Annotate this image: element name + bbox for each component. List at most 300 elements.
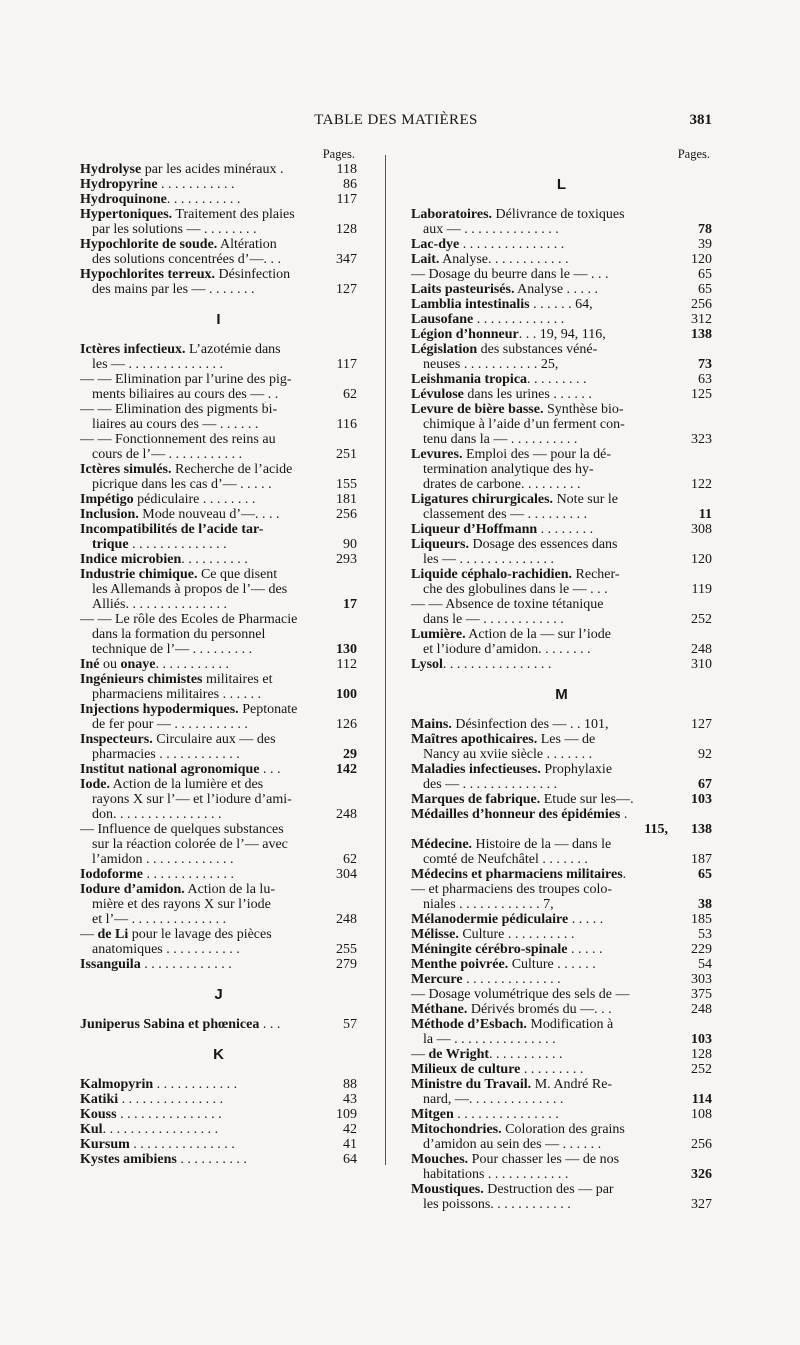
entry-line [411, 852, 712, 867]
entry-text: — — Elimination des pigments bi- [80, 402, 278, 417]
entry-keyword: Maladies infectieuses. [411, 762, 541, 777]
index-entry [411, 567, 712, 597]
entry-line [411, 357, 712, 372]
entry-text: rayons X sur l’— et l’iodure d’ami- [92, 792, 292, 807]
page-reference: 73 [668, 357, 712, 372]
entry-text: . . . . . . . . . . [181, 552, 248, 567]
entry-keyword: Mains. [411, 717, 452, 732]
entry-keyword: Méthode d’Esbach. [411, 1017, 527, 1032]
entry-text: Prophylaxie [540, 762, 613, 777]
entry-text: Culture . . . . . . [508, 957, 596, 972]
page-reference: 92 [668, 747, 712, 762]
entry-keyword: Médecins et pharmaciens militaires [411, 867, 623, 882]
index-entry [80, 162, 357, 177]
index-entry [80, 1092, 357, 1107]
index-entry [80, 402, 357, 432]
entry-line [80, 672, 357, 687]
page-reference: 118 [313, 162, 357, 177]
index-entry [80, 462, 357, 492]
index-entry [80, 342, 357, 372]
page-reference: 326 [668, 1167, 712, 1182]
index-entry [411, 207, 712, 237]
entry-keyword: Levure de bière basse. [411, 402, 544, 417]
entry-keyword: Inspecteurs. [80, 732, 153, 747]
section-spacer [80, 1032, 357, 1047]
entry-line [411, 1062, 712, 1077]
page-reference: 86 [313, 177, 357, 192]
page-reference: 62 [313, 387, 357, 402]
entry-keyword: Ictères simulés. [80, 462, 172, 477]
entry-text: ou [99, 657, 121, 672]
entry-keyword: de Li [97, 927, 129, 942]
entry-keyword: Lumière. [411, 627, 466, 642]
index-entry [80, 1077, 357, 1092]
entry-keyword: Kursum [80, 1137, 130, 1152]
index-entry [411, 282, 712, 297]
entry-line [411, 492, 712, 507]
entry-text: les — . . . . . . . . . . . . . . [92, 357, 224, 372]
index-entry [80, 957, 357, 972]
page-reference: 38 [668, 897, 712, 912]
entry-keyword: Institut national agronomique [80, 762, 260, 777]
page-number: 381 [689, 112, 712, 128]
page-reference: 155 [313, 477, 357, 492]
index-entry [411, 867, 712, 882]
entry-text: pédiculaire . . . . . . . . [133, 492, 256, 507]
section-spacer [80, 328, 357, 342]
index-entry [80, 882, 357, 927]
index-entry [411, 1017, 712, 1047]
entry-line [411, 567, 712, 582]
index-entry [80, 927, 357, 957]
entry-text: . . . . . [567, 942, 603, 957]
entry-line [411, 882, 712, 897]
entry-line [411, 1182, 712, 1197]
entry-keyword: Mélisse. [411, 927, 459, 942]
entry-text: . . . . . . . . . . . . . . . . [442, 657, 552, 672]
entry-line [411, 957, 712, 972]
entry-line [411, 747, 712, 762]
page-reference: 90 [313, 537, 357, 552]
page-reference: 109 [313, 1107, 357, 1122]
entry-text: . . . . . . . . . . . . . . [462, 972, 561, 987]
section-spacer [80, 1063, 357, 1077]
index-entry [411, 792, 712, 807]
entry-line [411, 717, 712, 732]
entry-text: Désinfection [215, 267, 291, 282]
entry-text: . . . . . . . . . . . . . . . [116, 1107, 222, 1122]
index-entry [80, 612, 357, 657]
entry-keyword: trique [92, 537, 129, 552]
entry-keyword: Marques de fabrique. [411, 792, 541, 807]
entry-line [80, 267, 357, 282]
index-entry [80, 552, 357, 567]
entry-keyword: Leishmania tropica [411, 372, 528, 387]
index-entry [411, 1122, 712, 1152]
index-entry [411, 912, 712, 927]
page-reference: 347 [313, 252, 357, 267]
section-spacer [411, 672, 712, 687]
index-entry [80, 867, 357, 882]
entry-line [80, 627, 357, 642]
entry-text: Analyse . . . . . [514, 282, 599, 297]
entry-keyword: Lausofane [411, 312, 474, 327]
page-reference: 128 [313, 222, 357, 237]
entry-text: Mode nouveau d’—. . . . [138, 507, 280, 522]
index-entry [80, 507, 357, 522]
section-spacer [411, 162, 712, 177]
entry-text: nard, —. . . . . . . . . . . . . . [423, 1092, 564, 1107]
entry-text: cours de l’— . . . . . . . . . . . [92, 447, 243, 462]
entry-text: les — . . . . . . . . . . . . . . [423, 552, 555, 567]
page-reference: 310 [668, 657, 712, 672]
entry-text: classement des — . . . . . . . . . [423, 507, 588, 522]
section-spacer [80, 972, 357, 987]
entry-line [80, 432, 357, 447]
entry-keyword: Issanguila [80, 957, 141, 972]
entry-keyword: Hydropyrine [80, 177, 158, 192]
entry-line [411, 342, 712, 357]
entry-line [411, 912, 712, 927]
page-reference: 181 [313, 492, 357, 507]
entry-text: Action de la lumière et des [109, 777, 264, 792]
entry-keyword: Méningite cérébro-spinale [411, 942, 568, 957]
index-entry [411, 252, 712, 267]
entry-line [411, 1092, 712, 1107]
entry-keyword: Industrie chimique. [80, 567, 198, 582]
entry-text: . . . . . . . . . . . . . . . [459, 237, 565, 252]
index-entry [411, 342, 712, 372]
entry-text: . . . . . . . . . . . . . [140, 957, 232, 972]
page-reference: 17 [313, 597, 357, 612]
entry-text: . . . . . . . . . . . [489, 1047, 563, 1062]
section-letter: K [213, 1046, 224, 1063]
entry-keyword: Moustiques. [411, 1182, 484, 1197]
entry-keyword: Maîtres apothicaires. [411, 732, 538, 747]
entry-text: par les solutions — . . . . . . . . [92, 222, 257, 237]
index-entry [411, 627, 712, 657]
entry-text: . . . . . . . . . . . [166, 192, 241, 207]
entry-text: Circulaire aux — des [152, 732, 276, 747]
entry-line [411, 792, 712, 807]
page-reference: 125 [668, 387, 712, 402]
index-entry [411, 537, 712, 567]
page-reference: 116 [313, 417, 357, 432]
entry-text: Culture . . . . . . . . . . [458, 927, 575, 942]
entry-line [411, 1107, 712, 1122]
index-entry [411, 597, 712, 627]
page-reference: 103 [668, 1032, 712, 1047]
entry-text: Nancy au xviie siècle . . . . . . . [423, 747, 593, 762]
page-reference: 41 [313, 1137, 357, 1152]
section-spacer [80, 1003, 357, 1017]
index-entry [411, 522, 712, 537]
entry-text: . . . . . . . . . . . . . . . [453, 1107, 559, 1122]
entry-line [80, 372, 357, 387]
entry-text: Action de la lu- [184, 882, 275, 897]
page-reference: 57 [313, 1017, 357, 1032]
page-reference: 42 [313, 1122, 357, 1137]
page-reference: 43 [313, 1092, 357, 1107]
entry-keyword: Katiki [80, 1092, 119, 1107]
entry-line [411, 222, 712, 237]
index-entry [411, 267, 712, 282]
entry-keyword: Indice microbien [80, 552, 182, 567]
page-reference: 279 [313, 957, 357, 972]
entry-text: drates de carbone. . . . . . . . . [423, 477, 581, 492]
entry-text: — Dosage du beurre dans le — . . . [411, 267, 609, 282]
entry-text: . . . . . . . . . . . . . . . [118, 1092, 224, 1107]
entry-text: Les — de [537, 732, 596, 747]
entry-text: Recher- [572, 567, 620, 582]
entry-line [80, 612, 357, 627]
index-entry [411, 837, 712, 867]
entry-line [80, 567, 357, 582]
entry-text: 115, [644, 822, 668, 837]
entry-keyword: Lysol [411, 657, 443, 672]
entry-keyword: Incompatibilités de l’acide tar- [80, 522, 264, 537]
index-entry [411, 312, 712, 327]
entry-line [411, 417, 712, 432]
entry-text: — — Absence de toxine tétanique [411, 597, 604, 612]
entry-text: . . . . . . . . . . . . . . . [129, 1137, 235, 1152]
entry-line [80, 582, 357, 597]
entry-text: par les acides minéraux . [141, 162, 284, 177]
entry-text: ments biliaires au cours des — . . [92, 387, 279, 402]
page-reference: 63 [668, 372, 712, 387]
index-entry [411, 327, 712, 342]
entry-text: Etude sur les—. [540, 792, 634, 807]
entry-keyword: Iné [80, 657, 100, 672]
entry-text: . . . . . . 64, [529, 297, 593, 312]
index-entry [411, 1077, 712, 1107]
page-reference: 65 [668, 282, 712, 297]
entry-text: L’azotémie dans [185, 342, 281, 357]
entry-line [411, 732, 712, 747]
entry-line [411, 1137, 712, 1152]
entry-text: . . . . . . . . . . [176, 1152, 247, 1167]
entry-keyword: Hypochlorites terreux. [80, 267, 216, 282]
entry-line [411, 822, 712, 837]
entry-text: militaires et [202, 672, 273, 687]
page-reference: 88 [313, 1077, 357, 1092]
entry-text: Recherche de l’acide [171, 462, 293, 477]
page-reference: 65 [668, 267, 712, 282]
page-reference: 185 [668, 912, 712, 927]
entry-text: . [620, 807, 628, 822]
page-reference: 293 [313, 552, 357, 567]
entry-keyword: Mélanodermie pédiculaire [411, 912, 569, 927]
entry-keyword: Laboratoires. [411, 207, 493, 222]
index-entry [80, 207, 357, 237]
entry-line [411, 522, 712, 537]
entry-keyword: Hydroquinone [80, 192, 167, 207]
entry-text: les poissons. . . . . . . . . . . . [423, 1197, 571, 1212]
entry-text: . . . . . . . . . [527, 372, 587, 387]
page-reference: 303 [668, 972, 712, 987]
entry-text: Pour chasser les — de nos [468, 1152, 620, 1167]
entry-text: picrique dans les cas d’— . . . . . [92, 477, 272, 492]
entry-text: — Influence de quelques substances [80, 822, 284, 837]
index-entry [411, 717, 712, 732]
page-reference: 120 [668, 552, 712, 567]
entry-keyword: Méthane. [411, 1002, 468, 1017]
page-reference: 375 [668, 987, 712, 1002]
entry-line [411, 972, 712, 987]
index-entry [80, 822, 357, 867]
index-entry [80, 372, 357, 402]
entry-text: Traitement des plaies [172, 207, 295, 222]
page-reference: 312 [668, 312, 712, 327]
entry-text: — — Elimination par l’urine des pig- [80, 372, 292, 387]
entry-text: neuses . . . . . . . . . . . 25, [423, 357, 559, 372]
entry-line [411, 1032, 712, 1047]
entry-text: dans la formation du personnel [92, 627, 266, 642]
index-entry [80, 1107, 357, 1122]
entry-line [80, 882, 357, 897]
entry-text: M. André Re- [531, 1077, 613, 1092]
entry-keyword: Inclusion. [80, 507, 139, 522]
entry-keyword: Liqueurs. [411, 537, 469, 552]
entry-keyword: Levures. [411, 447, 463, 462]
page-reference: 11 [668, 507, 712, 522]
entry-text: l’amidon . . . . . . . . . . . . . [92, 852, 234, 867]
entry-line [411, 582, 712, 597]
section-spacer [80, 297, 357, 312]
page-reference: 248 [668, 642, 712, 657]
entry-text: . . . . . . . . . . . . . [473, 312, 565, 327]
index-entry [80, 762, 357, 777]
page-reference: 53 [668, 927, 712, 942]
entry-text: . . . . . . . . . . . [157, 177, 235, 192]
page-reference: 127 [668, 717, 712, 732]
index-entry [411, 957, 712, 972]
page-reference: 248 [313, 807, 357, 822]
entry-keyword: Légion d’honneur [411, 327, 519, 342]
entry-line [80, 462, 357, 477]
entry-text: dans le — . . . . . . . . . . . . [423, 612, 564, 627]
entry-line [411, 762, 712, 777]
entry-line [80, 897, 357, 912]
entry-text: niales . . . . . . . . . . . . 7, [423, 897, 554, 912]
entry-line [411, 987, 712, 1002]
entry-keyword: Médecine. [411, 837, 473, 852]
entry-line [411, 312, 712, 327]
index-entry [411, 1062, 712, 1077]
entry-text: Analyse. . . . . . . . . . . . [439, 252, 569, 267]
entry-keyword: Lait. [411, 252, 440, 267]
entry-keyword: de Wright [428, 1047, 490, 1062]
entry-line [80, 237, 357, 252]
entry-line [411, 267, 712, 282]
page-reference: 100 [313, 687, 357, 702]
entry-line [80, 342, 357, 357]
section-letter: L [556, 176, 567, 193]
page-reference: 126 [313, 717, 357, 732]
running-title: TABLE DES MATIÈRES [314, 112, 478, 128]
entry-line [80, 732, 357, 747]
entry-text: pharmaciens militaires . . . . . . [92, 687, 262, 702]
entry-text: Synthèse bio- [543, 402, 624, 417]
entry-text: comté de Neufchâtel . . . . . . . [423, 852, 588, 867]
entry-keyword: Mouches. [411, 1152, 469, 1167]
entry-text: dans les urines . . . . . . [463, 387, 592, 402]
index-entry [411, 762, 712, 792]
entry-line [80, 402, 357, 417]
page-reference: 117 [313, 192, 357, 207]
index-entry [411, 927, 712, 942]
page-reference: 64 [313, 1152, 357, 1167]
page-reference: 54 [668, 957, 712, 972]
page-reference: 304 [313, 867, 357, 882]
entry-text: Désinfection des — . . 101, [451, 717, 609, 732]
entry-text: chimique à l’aide d’un ferment con- [423, 417, 625, 432]
entry-line [411, 807, 712, 822]
entry-text: la — . . . . . . . . . . . . . . . [423, 1032, 556, 1047]
entry-text: tenu dans la — . . . . . . . . . . [423, 432, 578, 447]
entry-keyword: Législation [411, 342, 478, 357]
entry-text: Dosage des essences dans [468, 537, 618, 552]
page-reference: 187 [668, 852, 712, 867]
entry-line [411, 282, 712, 297]
entry-line [411, 387, 712, 402]
page-reference: 138 [668, 327, 712, 342]
entry-line [411, 942, 712, 957]
index-entry [80, 1017, 357, 1032]
index-entry [411, 732, 712, 762]
entry-text: Modification à [526, 1017, 614, 1032]
page-reference: 248 [313, 912, 357, 927]
entry-text: termination analytique des hy- [423, 462, 594, 477]
page-reference: 255 [313, 942, 357, 957]
entry-text: Dérivés bromés du —. . . [467, 1002, 612, 1017]
entry-line [411, 1047, 712, 1062]
page-reference: 128 [668, 1047, 712, 1062]
index-entry [411, 987, 712, 1002]
entry-keyword: Lamblia intestinalis [411, 297, 530, 312]
entry-text: Alliés. . . . . . . . . . . . . . . [92, 597, 227, 612]
entry-keyword: Hypertoniques. [80, 207, 173, 222]
entry-text: des solutions concentrées d’—. . . [92, 252, 281, 267]
entry-keyword: Liqueur d’Hoffmann [411, 522, 538, 537]
entry-keyword: Ingénieurs chimistes [80, 672, 203, 687]
entry-text: . . . . . . . . [537, 522, 594, 537]
column-divider [385, 155, 386, 1165]
index-entry [80, 192, 357, 207]
entry-text: . . . . . . . . . . . . . . [128, 537, 227, 552]
page-reference: 256 [668, 297, 712, 312]
entry-text: des mains par les — . . . . . . . [92, 282, 255, 297]
entry-keyword: onaye [120, 657, 156, 672]
section-spacer [411, 193, 712, 207]
entry-line [411, 1077, 712, 1092]
page-reference: 323 [668, 432, 712, 447]
entry-keyword: Hydrolyse [80, 162, 142, 177]
entry-line [411, 597, 712, 612]
pages-label: Pages. [677, 147, 710, 161]
entry-text: technique de l’— . . . . . . . . . [92, 642, 253, 657]
section-letter: J [214, 986, 223, 1003]
entry-text: mière et des rayons X sur l’iode [92, 897, 271, 912]
entry-text: — [411, 1047, 429, 1062]
entry-line [411, 642, 712, 657]
entry-keyword: Lévulose [411, 387, 464, 402]
index-entry [411, 882, 712, 912]
entry-line [411, 1197, 712, 1212]
entry-keyword: Milieux de culture [411, 1062, 521, 1077]
entry-line [80, 702, 357, 717]
index-entry [80, 1122, 357, 1137]
